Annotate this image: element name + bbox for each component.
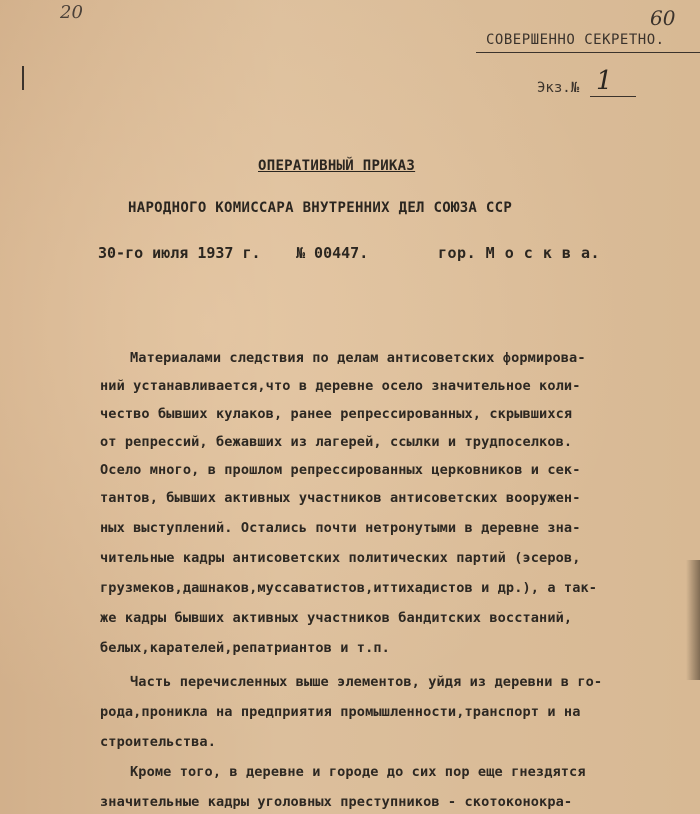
classification-underline xyxy=(476,52,700,53)
body-line: строительства. xyxy=(100,734,216,750)
body-line: тантов, бывших активных участников антисоветских вооружен- xyxy=(100,490,581,506)
copy-label: Экз.№ xyxy=(537,80,580,96)
margin-mark xyxy=(22,66,24,90)
body-line: Материалами следствия по делам антисоветских формирова- xyxy=(130,350,586,366)
body-line: чество бывших кулаков, ранее репрессированных, скрывшихся xyxy=(100,406,573,422)
document-title: ОПЕРАТИВНЫЙ ПРИКАЗ xyxy=(258,158,416,174)
body-line: ний устанавливается,что в деревне осело значительное коли- xyxy=(100,378,581,394)
copy-number: 1 xyxy=(596,66,613,96)
document-subtitle: НАРОДНОГО КОМИССАРА ВНУТРЕННИХ ДЕЛ СОЮЗА ССР xyxy=(128,200,513,216)
body-line: Кроме того, в деревне и городе до сих пор еще гнездятся xyxy=(130,764,586,780)
document-number: № 00447. xyxy=(296,244,369,262)
body-line: Осело много, в прошлом репрессированных церковников и сек- xyxy=(100,462,581,478)
document-date: 30-го июля 1937 г. xyxy=(98,244,261,262)
page-number: 60 xyxy=(650,6,676,30)
classification-stamp: СОВЕРШЕННО СЕКРЕТНО. xyxy=(486,32,665,48)
body-line: чительные кадры антисоветских политических партий (эсеров, xyxy=(100,550,581,566)
copy-number-underline xyxy=(590,96,636,97)
body-line: Часть перечисленных выше элементов, уйдя из деревни в го- xyxy=(130,674,603,690)
body-line: же кадры бывших активных участников бандитских восстаний, xyxy=(100,610,573,626)
body-line: грузмеков,дашнаков,муссаватистов,иттихадистов и др.), а так- xyxy=(100,580,598,596)
body-line: значительные кадры уголовных преступников - скотоконокра- xyxy=(100,794,573,810)
body-line: рода,проникла на предприятия промышленности,транспорт и на xyxy=(100,704,581,720)
corner-handwritten-mark: 20 xyxy=(60,2,83,23)
body-line: белых,карателей,репатриантов и т.п. xyxy=(100,640,390,656)
page-edge-shadow xyxy=(686,560,700,680)
document-place: гор. М о с к в а. xyxy=(438,244,601,262)
body-line: ных выступлений. Остались почти нетронутыми в деревне зна- xyxy=(100,520,581,536)
body-line: от репрессий, бежавших из лагерей, ссылки и трудпоселков. xyxy=(100,434,573,450)
